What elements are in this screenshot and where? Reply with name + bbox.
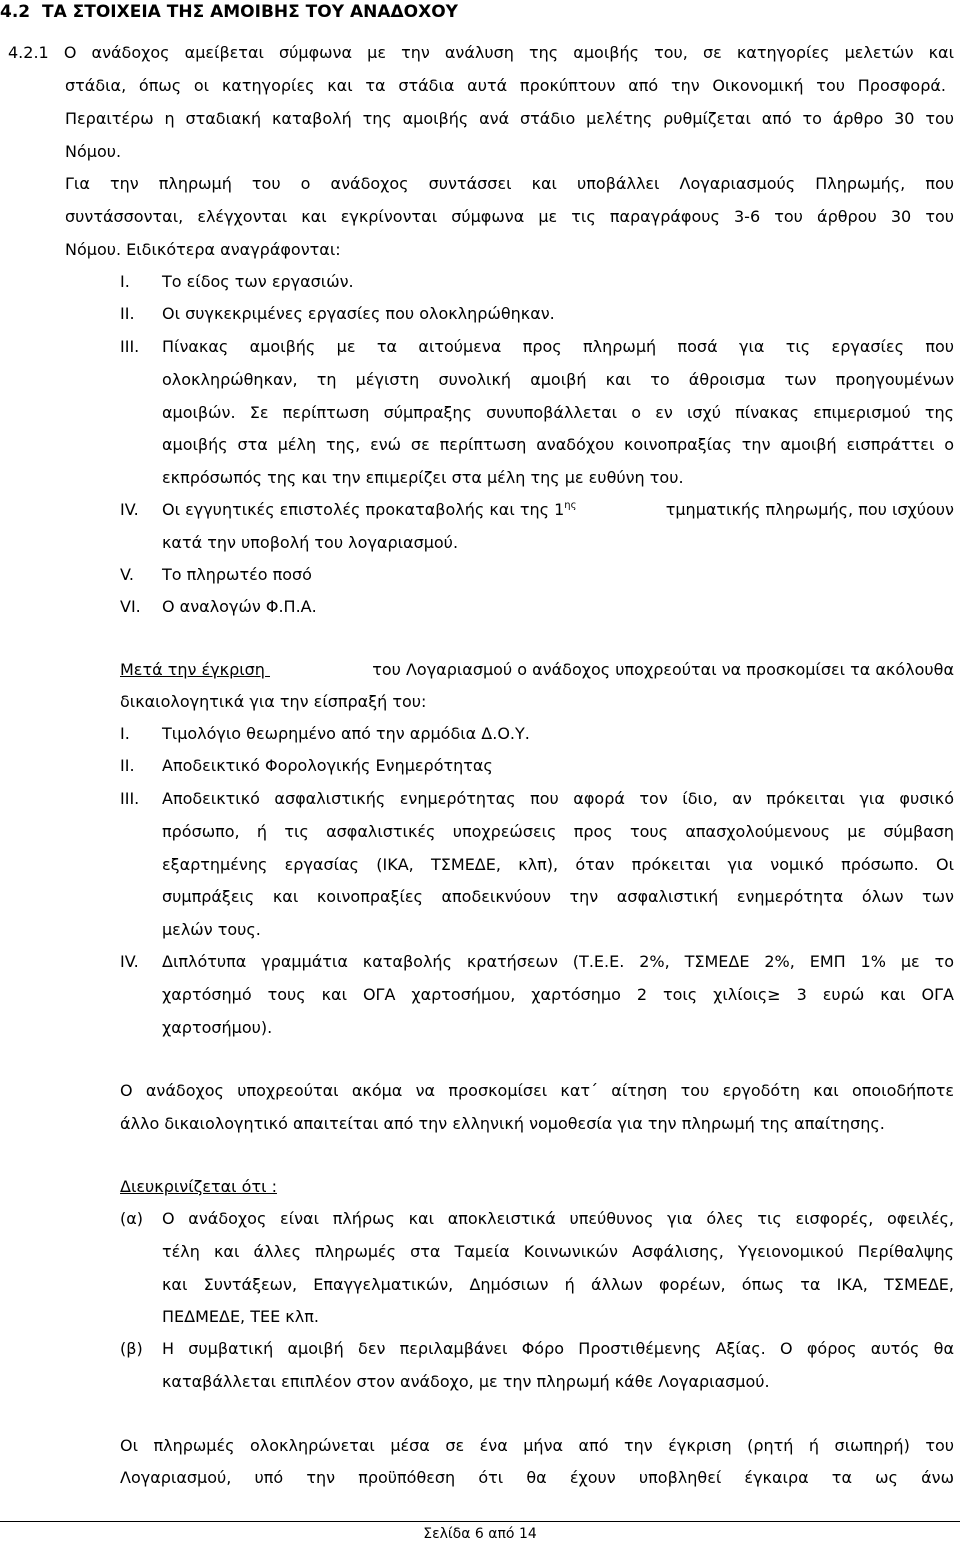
paragraph-421-line-3: Περαιτέρω η σταδιακή καταβολή της αμοιβής ανά στάδιο μελέτης ρυθμίζεται από το άρθρο 30 του	[65, 109, 954, 128]
guarantee-text-end: τμηματικής πληρωμής, που ισχύουν	[665, 500, 954, 519]
list-item-text: συμπράξεις και κοινοπραξίες αποδεικνύουν την ασφαλιστική ενημερότητα όλων των	[162, 887, 954, 906]
list-item-text: εκπρόσωπός της και την επιμερίζει στα μέλη της με ευθύνη του.	[162, 468, 684, 487]
list-item-number: IV.	[120, 500, 139, 519]
clarification-text: και Συντάξεων, Επαγγελματικών, Δημόσιων ή άλλων φορέων, όπως τα ΙΚΑ, ΤΣΜΕΔΕ,	[162, 1275, 954, 1294]
list-item-text: Οι συγκεκριμένες εργασίες που ολοκληρώθηκαν.	[162, 304, 555, 323]
clarification-text: τέλη και άλλες πληρωμές στα Ταμεία Κοινωνικών Ασφάλισης, Υγειονομικού Περίθαλψης	[162, 1242, 954, 1261]
other-documents-line-2: άλλο δικαιολογητικό απαιτείται από την ελληνική νομοθεσία για την πληρωμή της απαίτησης.	[120, 1114, 885, 1133]
list-item-text: μελών τους.	[162, 920, 261, 939]
final-paragraph-line-2: Λογαριασμού, υπό την προϋπόθεση ότι θα έχουν υποβληθεί έγκαιρα τα ως άνω	[120, 1468, 954, 1487]
list-item-text: Το πληρωτέο ποσό	[162, 565, 312, 584]
list-item-text: πρόσωπο, ή τις ασφαλιστικές υποχρεώσεις προς τους απασχολούμενους με σύμβαση	[162, 822, 954, 841]
list-item-text: Διπλότυπα γραμμάτια καταβολής κρατήσεων (Τ.Ε.Ε. 2%, ΤΣΜΕΔΕ 2%, ΕΜΠ 1% με το	[162, 952, 954, 971]
list-item-text: Αποδεικτικό Φορολογικής Ενημερότητας	[162, 756, 493, 775]
list-item-text: Το είδος των εργασιών.	[162, 272, 354, 291]
list-item-text	[162, 500, 954, 520]
clarification-heading: Διευκρινίζεται ότι :	[120, 1177, 277, 1196]
clarification-label-a: (α)	[120, 1209, 144, 1228]
list-item-text: Πίνακας αμοιβής με τα αιτούμενα προς πληρωμή ποσά για τις εργασίες που	[162, 337, 954, 356]
list-item-text: αμοιβών. Σε περίπτωση σύμπραξης συνυποβάλλεται ο εν ισχύ πίνακας επιμερισμού της	[162, 403, 954, 422]
clarification-text: καταβάλλεται επιπλέον στον ανάδοχο, με την πληρωμή κάθε Λογαριασμού.	[162, 1372, 770, 1391]
section-heading	[0, 1, 458, 23]
documents-intro-rest: του Λογαριασμού ο ανάδοχος υποχρεούται να προσκομίσει τα ακόλουθα	[372, 660, 954, 679]
footer-divider	[0, 1521, 960, 1522]
paragraph-421-line-4: Νόμου.	[65, 142, 122, 161]
section-title: ΤΑ ΣΤΟΙΧΕΙΑ ΤΗΣ ΑΜΟΙΒΗΣ ΤΟΥ ΑΝΑΔΟΧΟΥ	[41, 2, 458, 22]
list-item-text: χαρτόσημό τους και ΟΓΑ χαρτοσήμου, χαρτόσημο 2 τοις χιλίοις≥ 3 ευρώ και ΟΓΑ	[162, 985, 954, 1004]
documents-intro-line-2: δικαιολογητικά για την είσπραξή του:	[120, 692, 427, 711]
clarification-text: ΠΕΔΜΕΔΕ, ΤΕΕ κλπ.	[162, 1307, 319, 1326]
guarantee-text-start: Οι εγγυητικές επιστολές προκαταβολής και της 1	[162, 500, 565, 519]
list-item-text: κατά την υποβολή του λογαριασμού.	[162, 533, 459, 552]
list-item-number: I.	[120, 724, 130, 743]
list-item-text: χαρτοσήμου).	[162, 1018, 273, 1037]
list-item-number: II.	[120, 756, 135, 775]
list-item-text: αμοιβής στα μέλη της, ενώ σε περίπτωση αναδόχου κοινοπραξίας την αμοιβή εισπράττει ο	[162, 435, 954, 454]
paragraph-421-line-1: 4.2.1 Ο ανάδοχος αμείβεται σύμφωνα με την ανάλυση της αμοιβής του, σε κατηγορίες μελετών και	[8, 43, 954, 62]
underlined-phrase: Μετά την έγκριση	[120, 660, 270, 679]
payment-paragraph-line-1: Για την πληρωμή του ο ανάδοχος συντάσσει και υποβάλλει Λογαριασμούς Πληρωμής, που	[65, 174, 954, 193]
ordinal-superscript: ης	[564, 500, 577, 511]
payment-paragraph-line-2: συντάσσονται, ελέγχονται και εγκρίνονται σύμφωνα με τις παραγράφους 3-6 του άρθρου 30 του	[65, 207, 954, 226]
clarification-label-b: (β)	[120, 1339, 143, 1358]
list-item-number: VI.	[120, 597, 141, 616]
clarification-text: Η συμβατική αμοιβή δεν περιλαμβάνει Φόρο Προστιθέμενης Αξίας. Ο φόρος αυτός θα	[162, 1339, 954, 1358]
list-item-text: Τιμολόγιο θεωρημένο από την αρμόδια Δ.Ο.Υ.	[162, 724, 530, 743]
list-item-number: I.	[120, 272, 130, 291]
list-item-number: V.	[120, 565, 134, 584]
paragraph-421-line-2: στάδια, όπως οι κατηγορίες και τα στάδια αυτά προκύπτουν από την Οικονομική του Προσφορά.	[65, 76, 946, 95]
documents-intro-line-1	[120, 660, 954, 680]
clarification-text: Ο ανάδοχος είναι πλήρως και αποκλειστικά υπεύθυνος για όλες τις εισφορές, οφειλές,	[162, 1209, 954, 1228]
final-paragraph-line-1: Οι πληρωμές ολοκληρώνεται μέσα σε ένα μήνα από την έγκριση (ρητή ή σιωπηρή) του	[120, 1436, 954, 1455]
list-item-text: εξαρτημένης εργασίας (ΙΚΑ, ΤΣΜΕΔΕ, κλπ), όταν πρόκειται για νομικό πρόσωπο. Οι	[162, 855, 954, 874]
payment-paragraph-line-3: Νόμου. Ειδικότερα αναγράφονται:	[65, 240, 341, 259]
list-item-number: III.	[120, 337, 140, 356]
other-documents-line-1: Ο ανάδοχος υποχρεούται ακόμα να προσκομίσει κατ΄ αίτηση του εργοδότη και οποιοδήποτε	[120, 1081, 954, 1100]
page-footer: Σελίδα 6 από 14	[423, 1526, 537, 1542]
list-item-text: ολοκληρώθηκαν, τη μέγιστη συνολική αμοιβή και το άθροισμα των προηγουμένων	[162, 370, 954, 389]
section-number: 4.2	[0, 2, 31, 22]
list-item-text: Αποδεικτικό ασφαλιστικής ενημερότητας που αφορά τον ίδιο, αν πρόκειται για φυσικό	[162, 789, 954, 808]
list-item-number: II.	[120, 304, 135, 323]
list-item-number: III.	[120, 789, 140, 808]
list-item-number: IV.	[120, 952, 139, 971]
list-item-text: Ο αναλογών Φ.Π.Α.	[162, 597, 317, 616]
